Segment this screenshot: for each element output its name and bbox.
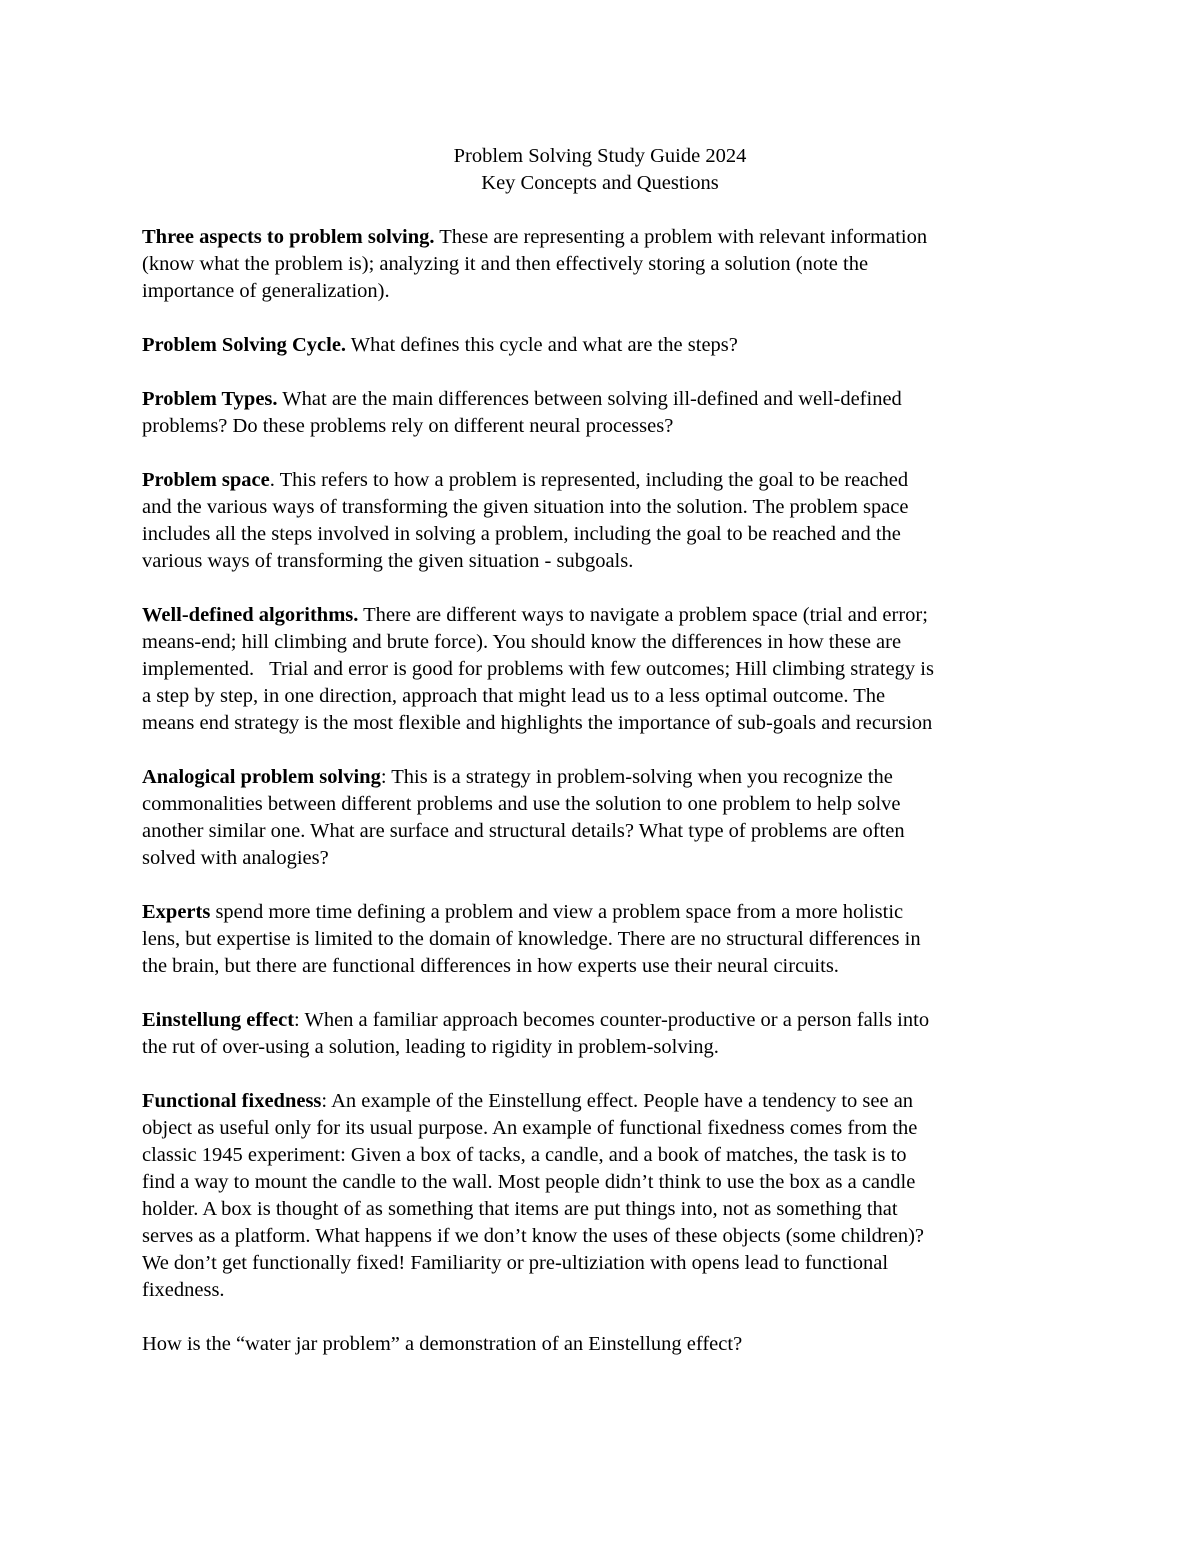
paragraph-einstellung-effect <box>142 1007 1058 1061</box>
paragraph-heading: Problem space <box>142 469 270 491</box>
document-header <box>0 143 1200 197</box>
paragraph-problem-space <box>142 467 1058 575</box>
paragraph-experts <box>142 899 1058 980</box>
paragraph-line: another similar one. What are surface and structural details? What type of problems are often <box>142 820 905 842</box>
paragraph-line: : An example of the Einstellung effect. People have a tendency to see an <box>321 1090 914 1112</box>
paragraph-three-aspects <box>142 224 1058 305</box>
paragraph-line: What defines this cycle and what are the steps? <box>346 334 738 356</box>
paragraph-problem-types <box>142 386 1058 440</box>
paragraph-line: the brain, but there are functional differences in how experts use their neural circuits. <box>142 955 839 977</box>
paragraph-line: problems? Do these problems rely on different neural processes? <box>142 415 674 437</box>
paragraph-heading: Problem Solving Cycle. <box>142 334 347 356</box>
paragraph-heading: Well-defined algorithms. <box>142 604 359 626</box>
paragraph-line: and the various ways of transforming the given situation into the solution. The problem space <box>142 496 909 518</box>
paragraph-line: classic 1945 experiment: Given a box of tacks, a candle, and a book of matches, the task is to <box>142 1144 907 1166</box>
paragraph-line: : This is a strategy in problem-solving when you recognize the <box>380 766 893 788</box>
paragraph-line: the rut of over-using a solution, leading to rigidity in problem-solving. <box>142 1036 719 1058</box>
document-body <box>142 224 1058 1385</box>
paragraph-line: solved with analogies? <box>142 847 329 869</box>
paragraph-line: How is the “water jar problem” a demonstration of an Einstellung effect? <box>142 1333 743 1355</box>
paragraph-heading: Analogical problem solving <box>142 766 381 788</box>
paragraph-line: holder. A box is thought of as something that items are put things into, not as something that <box>142 1198 898 1220</box>
paragraph-line: lens, but expertise is limited to the domain of knowledge. There are no structural differences in <box>142 928 921 950</box>
paragraph-line: These are representing a problem with relevant information <box>434 226 928 248</box>
paragraph-water-jar-question <box>142 1331 1058 1358</box>
paragraph-line: (know what the problem is); analyzing it and then effectively storing a solution (note the <box>142 253 869 275</box>
paragraph-line: means end strategy is the most flexible and highlights the importance of sub-goals and recursion <box>142 712 933 734</box>
paragraph-line: various ways of transforming the given situation - subgoals. <box>142 550 634 572</box>
paragraph-line: importance of generalization). <box>142 280 390 302</box>
paragraph-analogical-problem-solving <box>142 764 1058 872</box>
paragraph-well-defined-algorithms <box>142 602 1058 737</box>
document-subtitle: Key Concepts and Questions <box>481 172 719 194</box>
paragraph-line: . This refers to how a problem is represented, including the goal to be reached <box>269 469 909 491</box>
paragraph-line: fixedness. <box>142 1279 225 1301</box>
paragraph-line: find a way to mount the candle to the wall. Most people didn’t think to use the box as a candle <box>142 1171 916 1193</box>
paragraph-line: There are different ways to navigate a problem space (trial and error; <box>358 604 928 626</box>
paragraph-line: spend more time defining a problem and view a problem space from a more holistic <box>210 901 904 923</box>
paragraph-line: We don’t get functionally fixed! Familiarity or pre-ultiziation with opens lead to functional <box>142 1252 889 1274</box>
paragraph-problem-solving-cycle <box>142 332 1058 359</box>
paragraph-heading: Experts <box>142 901 211 923</box>
paragraph-line: : When a familiar approach becomes counter-productive or a person falls into <box>294 1009 930 1031</box>
paragraph-functional-fixedness <box>142 1088 1058 1304</box>
paragraph-line: a step by step, in one direction, approach that might lead us to a less optimal outcome. The <box>142 685 886 707</box>
paragraph-line: means-end; hill climbing and brute force). You should know the differences in how these are <box>142 631 902 653</box>
paragraph-line: object as useful only for its usual purpose. An example of functional fixedness comes from the <box>142 1117 918 1139</box>
document-title: Problem Solving Study Guide 2024 <box>453 145 747 167</box>
paragraph-line: includes all the steps involved in solving a problem, including the goal to be reached and the <box>142 523 901 545</box>
paragraph-line: commonalities between different problems and use the solution to one problem to help solve <box>142 793 901 815</box>
paragraph-heading: Einstellung effect <box>142 1009 295 1031</box>
paragraph-heading: Three aspects to problem solving. <box>142 226 435 248</box>
paragraph-line: serves as a platform. What happens if we don’t know the uses of these objects (some children)? <box>142 1225 925 1247</box>
paragraph-line: What are the main differences between solving ill-defined and well-defined <box>277 388 902 410</box>
paragraph-heading: Functional fixedness <box>142 1090 322 1112</box>
paragraph-heading: Problem Types. <box>142 388 278 410</box>
paragraph-line: implemented. Trial and error is good for problems with few outcomes; Hill climbing strategy is <box>142 658 934 680</box>
